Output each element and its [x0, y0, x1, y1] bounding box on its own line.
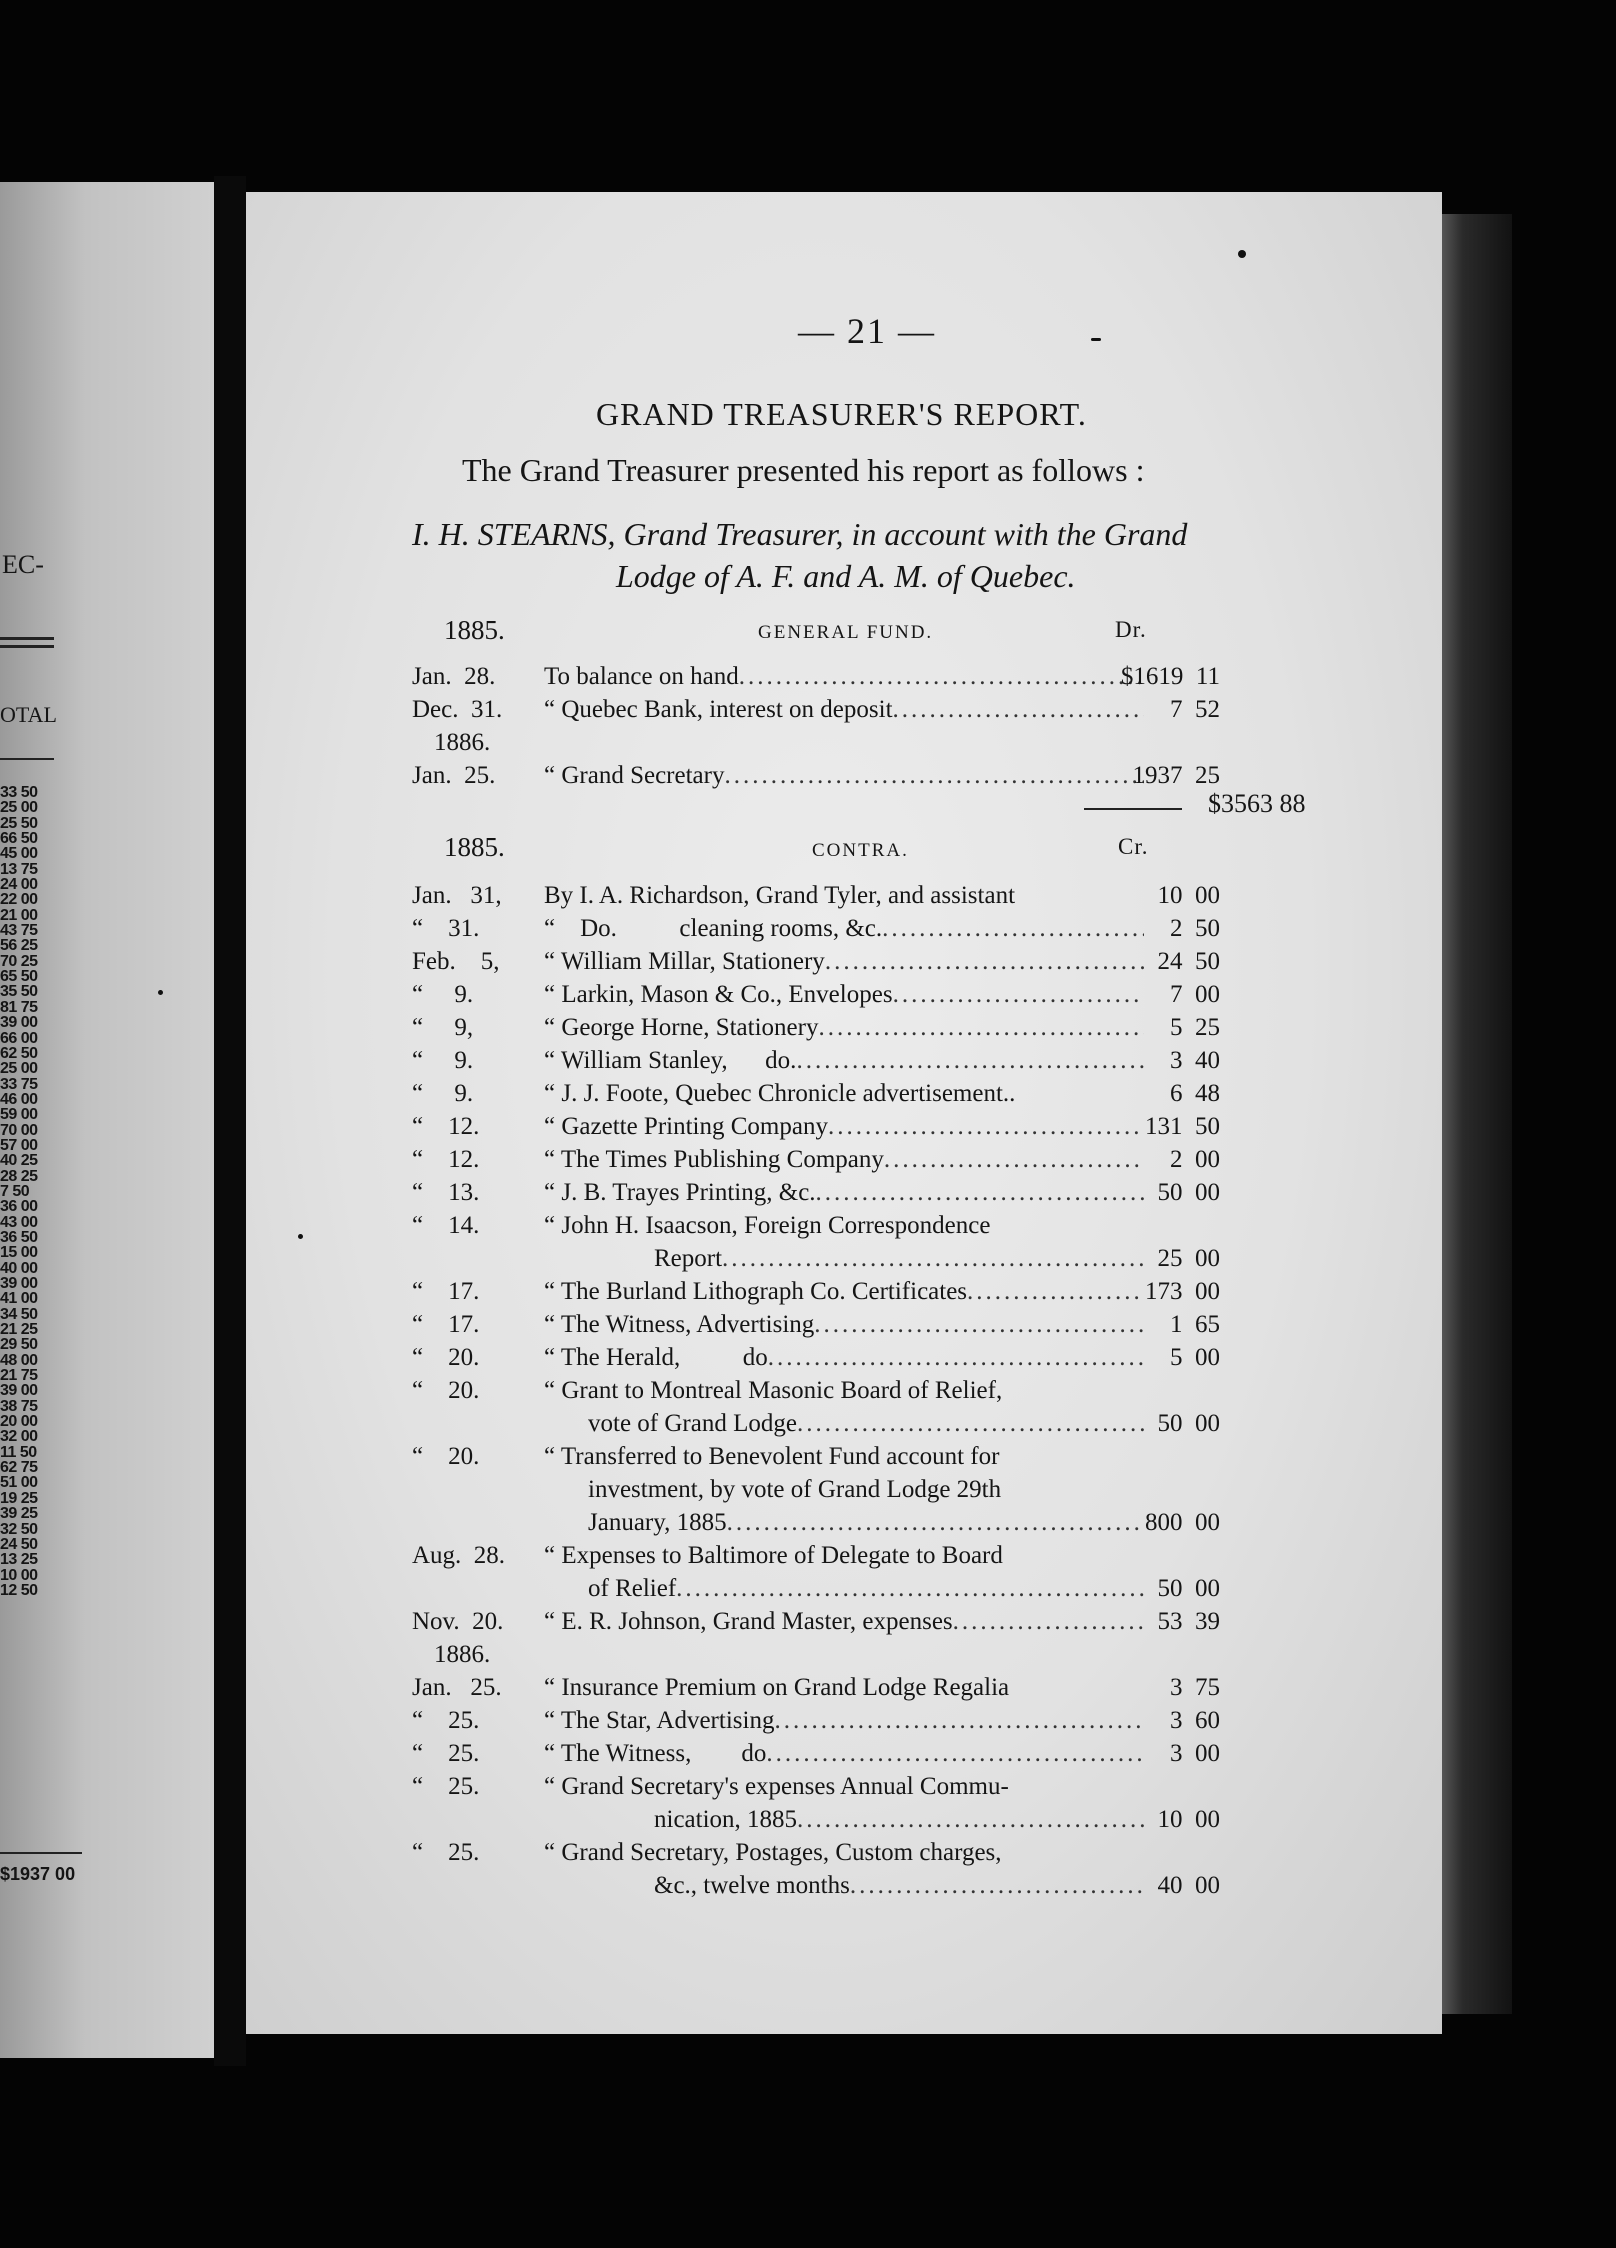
ledger-leader-dots: [893, 981, 1144, 1009]
ledger-row: [412, 882, 1412, 915]
ledger-row: [412, 1377, 1412, 1410]
ledger-description-text: “ The Herald, do: [544, 1344, 768, 1371]
ledger-description-text: “ Grant to Montreal Masonic Board of Relief,: [544, 1377, 1003, 1404]
left-page-header: EC-: [2, 550, 44, 579]
ledger-date: “ 20.: [412, 1377, 480, 1404]
left-page-rule: [0, 637, 54, 640]
left-page-value: 28 25: [0, 1167, 38, 1185]
ledger-leader-dots: [724, 762, 1144, 790]
ledger-date: “ 12.: [412, 1146, 480, 1173]
ledger-date: “ 20.: [412, 1443, 480, 1470]
ledger-leader-dots: [774, 1707, 1144, 1735]
ledger-amount: 6 48: [1170, 1080, 1220, 1107]
ledger-description-text: “ Grand Secretary: [544, 762, 725, 789]
left-page-total-rule: [0, 1852, 82, 1854]
ledger-row: [412, 1476, 1412, 1509]
left-page-value: 62 50: [0, 1044, 38, 1062]
ledger-description: [544, 1806, 1144, 1834]
left-page-value: 48 00: [0, 1351, 38, 1369]
ledger-description-text: January, 1885: [588, 1509, 727, 1536]
left-page-value-list: [0, 785, 38, 1598]
left-page-value: 70 00: [0, 1121, 38, 1139]
left-page-value: 36 50: [0, 1228, 38, 1246]
ledger-description-text: “ Do. cleaning rooms, &c.: [544, 915, 883, 942]
ledger-amount: 50 00: [1157, 1575, 1220, 1602]
ledger-description-text: “ Quebec Bank, interest on deposit: [544, 696, 893, 723]
scan-speck: [298, 1234, 303, 1239]
ledger-description: [544, 1245, 1144, 1273]
left-page-value: 29 50: [0, 1336, 38, 1354]
ledger-description-text: Report: [654, 1245, 723, 1272]
left-page-value: 22 00: [0, 891, 38, 909]
ledger-amount: 2 00: [1170, 1146, 1220, 1173]
ledger-amount: 10 00: [1157, 882, 1220, 909]
left-page-value: 15 00: [0, 1244, 38, 1262]
ledger-description: [544, 1179, 1144, 1207]
ledger-description-text: &c., twelve months: [654, 1872, 850, 1899]
ledger-leader-dots: [797, 1410, 1144, 1438]
ledger-row: [412, 1839, 1412, 1872]
ledger-description: [544, 1080, 1144, 1108]
ledger-date: Jan. 25.: [412, 762, 496, 789]
ledger-date: “ 31.: [412, 915, 480, 942]
ledger-description-text: “ The Witness, Advertising: [544, 1311, 815, 1338]
left-page-value: 21 00: [0, 906, 38, 924]
left-page-value: 7 50: [0, 1182, 30, 1200]
left-page-value: 66 50: [0, 830, 38, 848]
ledger-description-text: “ Grand Secretary's expenses Annual Commu-: [544, 1773, 1009, 1800]
left-page-value: 21 25: [0, 1321, 38, 1339]
ledger-leader-dots: [727, 1509, 1144, 1537]
ledger-date: “ 9.: [412, 1047, 474, 1074]
ledger-leader-dots: [796, 1047, 1144, 1075]
ledger-description: [544, 1674, 1144, 1702]
ledger-description-text: “ George Horne, Stationery: [544, 1014, 819, 1041]
left-page-value: 57 00: [0, 1136, 38, 1154]
ledger-description-text: “ The Times Publishing Company: [544, 1146, 884, 1173]
general-fund-sum-rule: [1084, 808, 1182, 810]
account-heading-line-1: I. H. STEARNS, Grand Treasurer, in account with the Grand: [412, 516, 1188, 552]
left-page-value: 33 75: [0, 1075, 38, 1093]
ledger-year-row: [412, 729, 1412, 762]
ledger-description: [544, 663, 1144, 691]
ledger-description: [544, 1740, 1144, 1768]
ledger-description: [544, 1377, 1144, 1405]
left-page-value: 39 00: [0, 1275, 38, 1292]
ledger-row: [412, 1872, 1412, 1905]
ledger-amount: 3 40: [1170, 1047, 1220, 1074]
ledger-description: [544, 981, 1144, 1009]
left-page-value: 46 00: [0, 1090, 38, 1108]
ledger-description: [544, 1575, 1144, 1603]
ledger-amount: 1 65: [1170, 1311, 1220, 1338]
ledger-leader-dots: [766, 1740, 1144, 1768]
ledger-description-text: “ Insurance Premium on Grand Lodge Regalia: [544, 1674, 1010, 1701]
left-page-value: 32 50: [0, 1520, 38, 1538]
left-page-value: 81 75: [0, 998, 38, 1016]
left-page-value: 12 50: [0, 1581, 38, 1599]
ledger-description: [544, 1344, 1144, 1372]
ledger-leader-dots: [676, 1575, 1144, 1603]
ledger-row: [412, 1542, 1412, 1575]
ledger-amount: 24 50: [1157, 948, 1220, 975]
left-page-value: 20 00: [0, 1413, 38, 1431]
ledger-description-text: “ J. B. Trayes Printing, &c.: [544, 1179, 816, 1206]
left-page-column-label: OTAL: [0, 702, 57, 727]
ledger-leader-dots: [850, 1872, 1144, 1900]
left-page-value: 13 75: [0, 860, 38, 878]
book-gutter: [214, 176, 246, 2066]
ledger-amount: 3 00: [1170, 1740, 1220, 1767]
ledger-description-text: “ The Star, Advertising: [544, 1707, 775, 1734]
ledger-description: [544, 1146, 1144, 1174]
left-page-value: 21 75: [0, 1367, 38, 1385]
credit-column-label: Cr.: [1118, 834, 1149, 859]
ledger-date: “ 13.: [412, 1179, 480, 1206]
ledger-year-row: [412, 1641, 1412, 1674]
ledger-description: [544, 1773, 1144, 1801]
ledger-amount: 50 00: [1157, 1179, 1220, 1206]
ledger-date: “ 12.: [412, 1113, 480, 1140]
general-fund-total: $3563 88: [1208, 789, 1306, 818]
ledger-date: “ 20.: [412, 1344, 480, 1371]
scan-speck: [1091, 338, 1101, 341]
ledger-amount: 7 52: [1170, 696, 1220, 723]
ledger-amount: 25 00: [1157, 1245, 1220, 1272]
left-page-value: 25 00: [0, 1060, 38, 1078]
ledger-leader-dots: [882, 915, 1144, 943]
left-page-value: 24 50: [0, 1535, 38, 1553]
ledger-amount: 173 00: [1145, 1278, 1220, 1305]
page-edge: [1442, 214, 1512, 2014]
ledger-row: [412, 1080, 1412, 1113]
left-page-value: 43 00: [0, 1213, 38, 1231]
ledger-date: “ 25.: [412, 1839, 480, 1866]
ledger-date: Aug. 28.: [412, 1542, 506, 1569]
ledger-row: [412, 915, 1412, 948]
ledger-description: [544, 1410, 1144, 1438]
ledger-description: [544, 762, 1144, 790]
ledger-leader-dots: [828, 1113, 1144, 1141]
left-page-value: 39 00: [0, 1014, 38, 1032]
ledger-leader-dots: [884, 1146, 1144, 1174]
ledger-description: [544, 1047, 1144, 1075]
ledger-row: [412, 1674, 1412, 1707]
left-page-fragment: [0, 182, 214, 2058]
left-page-value: 51 00: [0, 1474, 38, 1492]
ledger-description-text: “ Gazette Printing Company: [544, 1113, 828, 1140]
ledger-description-text: “ John H. Isaacson, Foreign Correspondence: [544, 1212, 991, 1239]
ledger-amount: 3 75: [1170, 1674, 1220, 1701]
ledger-date: “ 14.: [412, 1212, 480, 1239]
ledger-date: “ 17.: [412, 1278, 480, 1305]
ledger-description-text: To balance on hand: [544, 663, 739, 690]
left-page-value: 11 50: [0, 1443, 37, 1461]
ledger-amount: 1937 25: [1132, 762, 1220, 789]
left-page-value: 39 25: [0, 1505, 38, 1523]
ledger-description: [544, 696, 1144, 724]
general-fund-ledger: [412, 663, 1412, 795]
ledger-row: [412, 696, 1412, 729]
ledger-row: [412, 1047, 1412, 1080]
ledger-row: [412, 1707, 1412, 1740]
left-page-value: 25 00: [0, 799, 38, 817]
ledger-description-text: “ William Millar, Stationery: [544, 948, 825, 975]
ledger-date: Nov. 20.: [412, 1608, 504, 1635]
ledger-row: [412, 1245, 1412, 1278]
ledger-description-text: “ Expenses to Baltimore of Delegate to Board: [544, 1542, 1003, 1569]
left-page-value: 34 50: [0, 1305, 38, 1323]
ledger-row: [412, 1410, 1412, 1443]
ledger-amount: 5 00: [1170, 1344, 1220, 1371]
left-page-value: 13 25: [0, 1551, 38, 1569]
ledger-row: [412, 1146, 1412, 1179]
ledger-row: [412, 1311, 1412, 1344]
ledger-row: [412, 1575, 1412, 1608]
ledger-description-text: “ William Stanley, do.: [544, 1047, 797, 1074]
scan-speck: [1238, 250, 1246, 258]
ledger-row: [412, 1443, 1412, 1476]
ledger-row: [412, 1113, 1412, 1146]
ledger-row: [412, 663, 1412, 696]
left-page-value: 40 25: [0, 1152, 38, 1170]
ledger-amount: 800 00: [1145, 1509, 1220, 1536]
ledger-amount: 5 25: [1170, 1014, 1220, 1041]
ledger-row: [412, 1773, 1412, 1806]
ledger-row: [412, 1278, 1412, 1311]
ledger-date: “ 9.: [412, 1080, 474, 1107]
left-page-value: 10 00: [0, 1566, 38, 1584]
ledger-date: “ 25.: [412, 1773, 480, 1800]
ledger-date: “ 17.: [412, 1311, 480, 1338]
ledger-amount: 40 00: [1157, 1872, 1220, 1899]
ledger-description-text: “ Larkin, Mason & Co., Envelopes: [544, 981, 893, 1008]
ledger-date: “ 25.: [412, 1740, 480, 1767]
account-heading-line-2: Lodge of A. F. and A. M. of Quebec.: [616, 558, 1076, 594]
left-page-value: 43 75: [0, 922, 38, 940]
ledger-description: [544, 1839, 1144, 1867]
ledger-leader-dots: [797, 1806, 1144, 1834]
ledger-row: [412, 1806, 1412, 1839]
ledger-row: [412, 1740, 1412, 1773]
left-page-value: 56 25: [0, 937, 38, 955]
ledger-date: “ 9.: [412, 981, 474, 1008]
ledger-date: “ 25.: [412, 1707, 480, 1734]
contra-heading: CONTRA.: [812, 840, 909, 861]
ledger-description: [544, 1311, 1144, 1339]
ledger-amount: 7 00: [1170, 981, 1220, 1008]
ledger-amount: 2 50: [1170, 915, 1220, 942]
ledger-row: [412, 948, 1412, 981]
ledger-description: [544, 948, 1144, 976]
left-page-value: 45 00: [0, 845, 38, 863]
ledger-description-text: By I. A. Richardson, Grand Tyler, and assistant: [544, 882, 1016, 909]
ledger-amount: 50 00: [1157, 1410, 1220, 1437]
ledger-description: [544, 1872, 1144, 1900]
contra-year: 1885.: [444, 832, 505, 862]
ledger-leader-dots: [768, 1344, 1144, 1372]
left-page-value: 35 50: [0, 983, 38, 1001]
ledger-row: [412, 1344, 1412, 1377]
left-page-value: 25 50: [0, 814, 38, 832]
left-page-rule: [0, 645, 54, 648]
ledger-leader-dots: [814, 1311, 1144, 1339]
ledger-description-text: nication, 1885: [654, 1806, 798, 1833]
ledger-row: [412, 1179, 1412, 1212]
left-page-value: 39 00: [0, 1382, 38, 1400]
ledger-date: Feb. 5,: [412, 948, 500, 975]
ledger-description-text: “ The Witness, do: [544, 1740, 767, 1767]
ledger-row: [412, 1608, 1412, 1641]
ledger-description-text: “ The Burland Lithograph Co. Certificates: [544, 1278, 968, 1305]
debit-column-label: Dr.: [1115, 617, 1147, 642]
ledger-description: [544, 882, 1144, 910]
ledger-year: 1886.: [434, 729, 491, 756]
left-page-value: 19 25: [0, 1489, 38, 1507]
left-page-value: 70 25: [0, 952, 38, 970]
ledger-leader-dots: [825, 948, 1144, 976]
ledger-date: “ 9,: [412, 1014, 474, 1041]
ledger-description-text: “ Transferred to Benevolent Fund account for: [544, 1443, 1000, 1470]
left-page-value: 38 75: [0, 1397, 38, 1415]
ledger-description-text: of Relief: [588, 1575, 677, 1602]
ledger-description: [544, 1476, 1144, 1504]
ledger-description: [544, 1542, 1144, 1570]
ledger-date: Jan. 28.: [412, 663, 496, 690]
general-fund-heading: GENERAL FUND.: [758, 622, 934, 643]
ledger-description: [544, 1278, 1144, 1306]
left-page-value: 33 50: [0, 784, 38, 801]
ledger-amount: 53 39: [1157, 1608, 1220, 1635]
ledger-description: [544, 1608, 1144, 1636]
left-page-value: 65 50: [0, 968, 38, 986]
ledger-date: Jan. 31,: [412, 882, 502, 909]
ledger-leader-dots: [818, 1014, 1144, 1042]
ledger-description-text: “ J. J. Foote, Quebec Chronicle advertisement..: [544, 1080, 1016, 1107]
ledger-description: [544, 1212, 1144, 1240]
left-page-value: 36 00: [0, 1198, 38, 1216]
ledger-row: [412, 1509, 1412, 1542]
left-page-total: $1937 00: [0, 1864, 76, 1884]
left-page-value: 41 00: [0, 1290, 38, 1308]
ledger-date: Jan. 25.: [412, 1674, 502, 1701]
left-page-value: 32 00: [0, 1428, 38, 1446]
left-page-value: 62 75: [0, 1459, 38, 1477]
ledger-row: [412, 981, 1412, 1014]
ledger-description: [544, 1113, 1144, 1141]
ledger-description-text: investment, by vote of Grand Lodge 29th: [588, 1476, 1002, 1503]
ledger-description: [544, 915, 1144, 943]
contra-ledger: [412, 882, 1412, 1905]
left-page-value: 40 00: [0, 1259, 38, 1277]
ledger-description-text: “ Grand Secretary, Postages, Custom charges,: [544, 1839, 1002, 1866]
ledger-leader-dots: [739, 663, 1144, 691]
ledger-amount: 3 60: [1170, 1707, 1220, 1734]
ledger-description-text: vote of Grand Lodge: [588, 1410, 797, 1437]
ledger-description: [544, 1443, 1144, 1471]
page-number: — 21 —: [798, 311, 936, 351]
report-intro: The Grand Treasurer presented his report as follows :: [462, 452, 1145, 488]
ledger-amount: $1619 11: [1120, 663, 1220, 690]
left-page-value: 59 00: [0, 1106, 38, 1124]
ledger-row: [412, 1212, 1412, 1245]
scan-speck: [158, 990, 163, 995]
ledger-description: [544, 1509, 1144, 1537]
ledger-leader-dots: [816, 1179, 1144, 1207]
report-title: GRAND TREASURER'S REPORT.: [596, 396, 1087, 432]
left-page-value: 24 00: [0, 876, 38, 894]
general-fund-year: 1885.: [444, 615, 505, 645]
ledger-description: [544, 1014, 1144, 1042]
ledger-year: 1886.: [434, 1641, 491, 1668]
ledger-leader-dots: [893, 696, 1144, 724]
ledger-amount: 10 00: [1157, 1806, 1220, 1833]
left-page-value: 66 00: [0, 1029, 38, 1047]
ledger-description-text: “ E. R. Johnson, Grand Master, expenses: [544, 1608, 953, 1635]
ledger-description: [544, 1707, 1144, 1735]
ledger-leader-dots: [722, 1245, 1144, 1273]
ledger-date: Dec. 31.: [412, 696, 503, 723]
ledger-amount: 131 50: [1145, 1113, 1220, 1140]
left-page-rule: [0, 758, 54, 760]
ledger-row: [412, 1014, 1412, 1047]
